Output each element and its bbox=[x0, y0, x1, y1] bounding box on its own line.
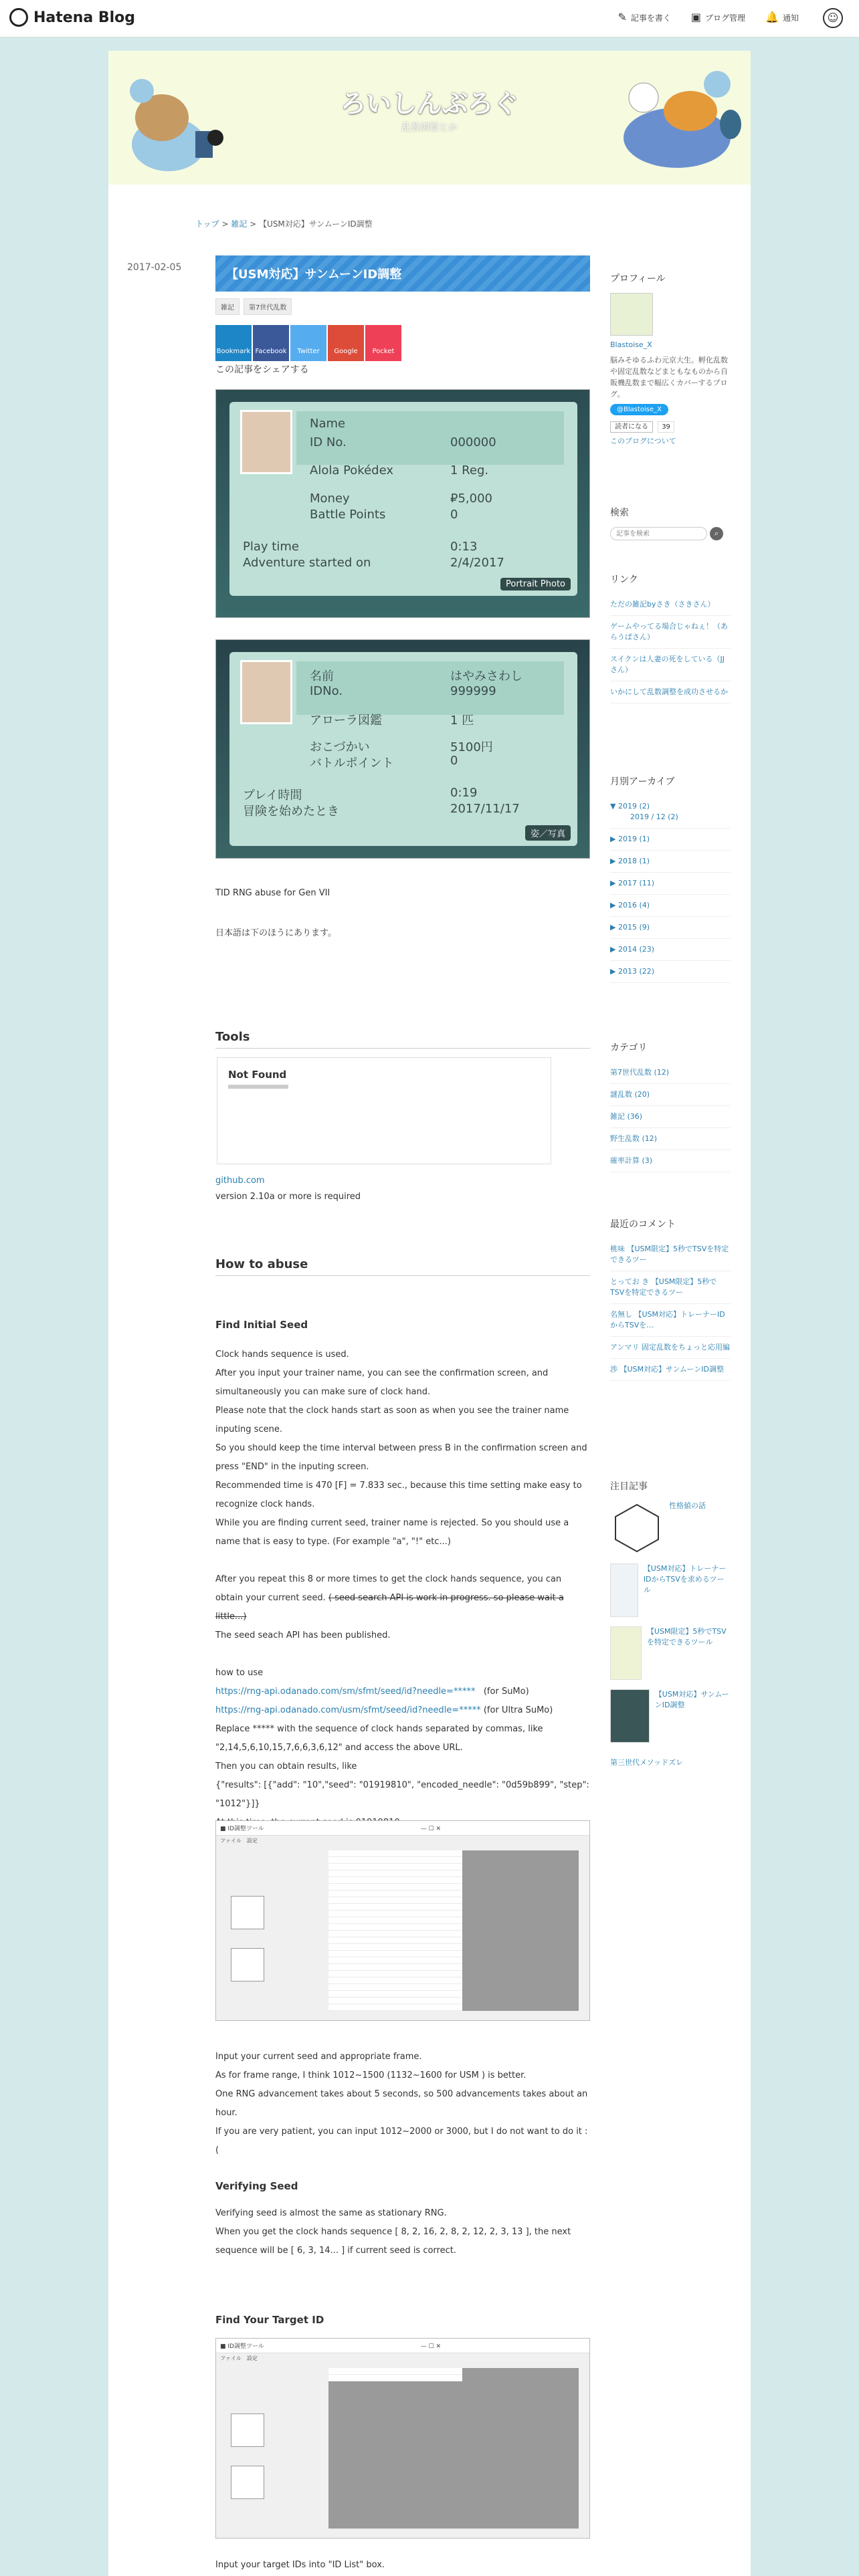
sidebar-links bbox=[610, 572, 731, 704]
archive-year[interactable]: ▶ 2017 (11) bbox=[610, 873, 731, 895]
sidebar-category[interactable]: 野生乱数 (12) bbox=[610, 1128, 731, 1150]
portrait-photo-label: Portrait Photo bbox=[500, 578, 571, 591]
find-seed-body: Clock hands sequence is used. After you input your trainer name, you can see the confirmation screen, and simultaneously you can make sure of clock hand. Please note that the clock hands start as soon as when you see the trainer name inputing scene. So you should keep the time interval between press B in the confirmation screen and press "END" in the inputing screen. Recommended time is 470 [F] = 7.833 sec., because this time setting make easy to recognize clock hands. While you are finding current seed, trainer name is rejected. So you should use a name that is easy to type. (For example "a", "!" etc...) After you repeat this 8 or more times to get the clock hands sequence, you can obtain your current seed. ( seed search API is work in progress. so please wait a little...) The seed seach API has been published. how to use https://rng-api.odanado.com/sm/sfmt/seed/id?needle=***** (for SuMo) https://rng-api.odanado.com/usm/sfmt/seed/id?needle=***** (for Ultra SuMo) Replace ***** with the sequence of clock hands separated by commas, like "2,14,5,6,10,15,7,6,6,3,6,12" and access the above URL. Then you can obtain results, like {"results": [{"add": "10","seed": "01919810", "encoded_needle": "0d59b899", "step": "1012"}]} bbox=[215, 1350, 589, 1809]
archive-year[interactable]: ▶ 2014 (23) bbox=[610, 939, 731, 961]
sidebar-link[interactable]: ゲームやってる場合じゃねぇ！（あらうぱさん） bbox=[610, 616, 731, 649]
blog-container bbox=[108, 51, 751, 2576]
subscribe-button[interactable]: 読者になる bbox=[610, 421, 653, 433]
trainer-card: 名前 はやみさわし IDNo. 999999 アローラ図鑑 1 匹 おこづかい 5100円 バトルポイント 0 プレイ時間 0:19 冒険を始めたとき 2017/11/17 姿／写真 bbox=[229, 652, 577, 846]
links-heading: リンク bbox=[610, 574, 638, 585]
verify-heading: Verifying Seed bbox=[215, 2180, 298, 2192]
verify-body: Verifying seed is almost the same as stationary RNG. When you get the clock hands sequence [ 8, 2, 16, 2, 8, 2, 12, 2, 3, 13 ], the next sequence will be [ 6, 3, 14... ] if current seed is correct. bbox=[215, 2208, 571, 2256]
triangle-right-icon: ▶ bbox=[610, 967, 618, 976]
bell-icon: 🔔 bbox=[765, 11, 779, 23]
blog-header bbox=[108, 51, 751, 185]
featured-item[interactable]: 第三世代メソッドズレ bbox=[610, 1758, 684, 1767]
intro-en: TID RNG abuse for Gen VII bbox=[215, 888, 330, 898]
share-facebook-button[interactable]: Facebook bbox=[253, 325, 289, 361]
blog-title[interactable]: ろいしんぶろぐ bbox=[340, 89, 518, 118]
id-tool-screenshot-2 bbox=[215, 2338, 590, 2539]
archive-year[interactable]: ▶ 2015 (9) bbox=[610, 917, 731, 939]
subscriber-count: 39 bbox=[658, 421, 674, 433]
edit-icon: ✎ bbox=[617, 11, 627, 23]
tools-heading: Tools bbox=[215, 1030, 590, 1049]
sidebar-link[interactable]: いかにして乱数調整を成功させるか bbox=[610, 681, 731, 704]
breadcrumb-current: 【USM対応】サンムーンID調整 bbox=[259, 219, 373, 229]
archive-heading: 月別アーカイブ bbox=[610, 776, 675, 787]
category-heading: カテゴリ bbox=[610, 1043, 648, 1053]
id-tool-screenshot-1 bbox=[215, 1820, 590, 2021]
sidebar-featured bbox=[610, 1479, 731, 1774]
sidebar-profile bbox=[610, 272, 731, 452]
app-result-grid bbox=[328, 1850, 579, 2011]
recent-comment[interactable]: 名無し 【USM対応】トレーナーIDからTSVを... bbox=[610, 1304, 731, 1337]
featured-thumbnail bbox=[610, 1564, 638, 1617]
sidebar-recent-comments bbox=[610, 1217, 731, 1381]
featured-item[interactable]: 【USM限定】5秒でTSVを特定できるツール bbox=[610, 1626, 731, 1680]
triangle-right-icon: ▶ bbox=[610, 879, 618, 887]
trainer-card-screenshot-en bbox=[215, 389, 590, 618]
frame-body: Input your current seed and appropriate frame. As for frame range, I think 1012~1500 (1132~1600 for USM ) is better. One RNG advancement takes about 5 seconds, so 500 advancements takes about an hour. If you are very patient, you can input 1012~2000 or 3000, but I do not want to do it :( bbox=[215, 2052, 588, 2155]
entry-date[interactable]: 2017-02-05 bbox=[127, 262, 182, 273]
blog-description: 乱数調整とか bbox=[401, 122, 458, 133]
api-link-usm[interactable]: https://rng-api.odanado.com/usm/sfmt/seed/id?needle=***** bbox=[215, 1705, 481, 1715]
app-titlebar: ■ ID調整ツール — ☐ ✕ bbox=[216, 2339, 589, 2353]
blog-manage-link[interactable]: ▣ ブログ管理 bbox=[690, 11, 746, 23]
comments-heading: 最近のコメント bbox=[610, 1219, 676, 1230]
sidebar-category[interactable]: 謎乱数 (20) bbox=[610, 1084, 731, 1106]
embed-placeholder-line bbox=[228, 1085, 288, 1089]
archive-year[interactable]: ▶ 2016 (4) bbox=[610, 895, 731, 917]
breadcrumb: トップ > 雑記 > 【USM対応】サンムーンID調整 bbox=[195, 219, 373, 229]
triangle-right-icon: ▶ bbox=[610, 857, 618, 865]
category-tag[interactable]: 雑記 bbox=[215, 298, 240, 315]
sidebar-category[interactable]: 確率計算 (3) bbox=[610, 1150, 731, 1172]
breadcrumb-category[interactable]: 雑記 bbox=[231, 219, 248, 229]
triangle-right-icon: ▶ bbox=[610, 945, 618, 954]
app-menubar: ファイル 設定 bbox=[220, 2355, 258, 2361]
triangle-right-icon: ▶ bbox=[610, 901, 618, 909]
triangle-right-icon: ▶ bbox=[610, 923, 618, 932]
trainer-card-screenshot-jp bbox=[215, 639, 590, 859]
target-heading: Find Your Target ID bbox=[215, 2314, 324, 2326]
notification-link[interactable]: 🔔 通知 bbox=[765, 11, 799, 23]
share-google-button[interactable]: Google bbox=[328, 325, 364, 361]
featured-item[interactable]: 性格値の話 bbox=[610, 1501, 731, 1554]
share-pocket-button[interactable]: Pocket bbox=[365, 325, 401, 361]
embed-title: Not Found bbox=[228, 1069, 287, 1081]
hatena-logo-icon bbox=[9, 8, 28, 27]
hexagon-thumbnail bbox=[610, 1501, 664, 1554]
featured-item[interactable]: 【USM対応】トレーナーIDからTSVを求めるツール bbox=[610, 1564, 731, 1617]
trainer-avatar bbox=[240, 660, 292, 724]
featured-thumbnail bbox=[610, 1626, 642, 1680]
sidebar-archive bbox=[610, 774, 731, 983]
search-icon[interactable]: ⌕ bbox=[710, 527, 723, 540]
share-buttons bbox=[215, 325, 401, 361]
sidebar-search bbox=[610, 506, 731, 540]
top-nav bbox=[618, 11, 799, 23]
entry-title[interactable]: 【USM対応】サンムーンID調整 bbox=[215, 255, 590, 292]
profile-name-link[interactable]: Blastoise_X bbox=[610, 340, 652, 349]
find-seed-heading: Find Initial Seed bbox=[215, 1319, 308, 1331]
search-heading: 検索 bbox=[610, 508, 629, 518]
category-tag[interactable]: 第7世代乱数 bbox=[244, 298, 292, 315]
sidebar-link[interactable]: ただの雑記byさき（さきさん） bbox=[610, 594, 731, 616]
write-article-link[interactable]: ✎ 記事を書く bbox=[617, 11, 671, 23]
twitter-follow-button[interactable]: @Blastoise_X bbox=[610, 404, 668, 415]
profile-heading: プロフィール bbox=[610, 274, 666, 284]
app-input-panel bbox=[221, 2372, 322, 2525]
triangle-down-icon: ▼ bbox=[610, 802, 618, 811]
share-caption: この記事をシェアする bbox=[215, 364, 309, 375]
embed-source-link[interactable]: github.com bbox=[215, 1176, 265, 1186]
share-bookmark-button[interactable]: Bookmark bbox=[215, 325, 252, 361]
breadcrumb-top[interactable]: トップ bbox=[195, 219, 219, 229]
archive-month[interactable]: 2019 / 12 (2) bbox=[630, 813, 678, 821]
profile-bio: 脳みそゆるふわ元京大生。孵化乱数や固定乱数などまともなものから自販機乱数まで幅広くカバーするブログ。 bbox=[610, 356, 728, 399]
sidebar-categories bbox=[610, 1041, 731, 1172]
recent-comment[interactable]: アンマリ 固定乱数をちょっと応用編 bbox=[610, 1337, 731, 1359]
archive-year[interactable]: ▶ 2018 (1) bbox=[610, 851, 731, 873]
manage-icon: ▣ bbox=[690, 11, 702, 23]
sidebar-link[interactable]: スイクンは人妻の死をしている（JJさん） bbox=[610, 649, 731, 681]
triangle-right-icon: ▶ bbox=[610, 835, 618, 843]
search-input[interactable] bbox=[610, 527, 707, 540]
recent-comment[interactable]: とってお き 【USM限定】5秒でTSVを特定できるツー bbox=[610, 1271, 731, 1304]
version-note: version 2.10a or more is required bbox=[215, 1192, 361, 1202]
featured-item[interactable]: 【USM対応】サンムーンID調整 bbox=[610, 1689, 731, 1743]
featured-thumbnail bbox=[610, 1689, 650, 1743]
sidebar-category[interactable]: 雑記 (36) bbox=[610, 1106, 731, 1128]
about-blog-link[interactable]: このブログについて bbox=[610, 437, 676, 445]
archive-year[interactable]: ▶ 2013 (22) bbox=[610, 961, 731, 983]
entry-categories bbox=[215, 298, 292, 315]
trainer-avatar bbox=[240, 410, 292, 474]
recent-comment[interactable]: 桃味 【USM限定】5秒でTSVを特定できるツー bbox=[610, 1239, 731, 1271]
user-menu-icon[interactable]: ☺ bbox=[823, 8, 843, 28]
app-result-grid bbox=[328, 2368, 579, 2529]
intro-jp: 日本語は下のほうにあります。 bbox=[215, 928, 337, 938]
brand-name: Hatena Blog bbox=[33, 9, 136, 26]
trainer-card: Name ID No. 000000 Alola Pokédex 1 Reg. Money ₽5,000 Battle Points 0 Play time 0:13 Adventure started on 2/4/2017 Portrait Photo bbox=[229, 402, 577, 596]
recent-comment[interactable]: 渉 【USM対応】サンムーンID調整 bbox=[610, 1359, 731, 1381]
top-navigation-bar bbox=[0, 0, 859, 37]
archive-year[interactable]: ▼ 2019 (2) 2019 / 12 (2) bbox=[610, 796, 731, 829]
profile-avatar[interactable] bbox=[610, 293, 653, 336]
featured-heading: 注目記事 bbox=[610, 1481, 648, 1492]
app-menubar: ファイル 設定 bbox=[220, 1838, 258, 1844]
app-titlebar: ■ ID調整ツール — ☐ ✕ bbox=[216, 1821, 589, 1836]
share-twitter-button[interactable]: Twitter bbox=[290, 325, 326, 361]
howto-heading: How to abuse bbox=[215, 1257, 590, 1276]
archive-year[interactable]: ▶ 2019 (1) bbox=[610, 829, 731, 851]
hatena-blog-logo[interactable] bbox=[9, 8, 135, 27]
app-input-panel bbox=[221, 1854, 322, 2007]
api-link-sumo[interactable]: https://rng-api.odanado.com/sm/sfmt/seed/id?needle=***** bbox=[215, 1687, 476, 1697]
github-embed-card[interactable] bbox=[217, 1057, 551, 1164]
portrait-photo-label: 姿／写真 bbox=[525, 825, 571, 841]
target-body: Input your target IDs into "ID List" box. bbox=[215, 2560, 385, 2570]
sidebar-category[interactable]: 第7世代乱数 (12) bbox=[610, 1062, 731, 1084]
